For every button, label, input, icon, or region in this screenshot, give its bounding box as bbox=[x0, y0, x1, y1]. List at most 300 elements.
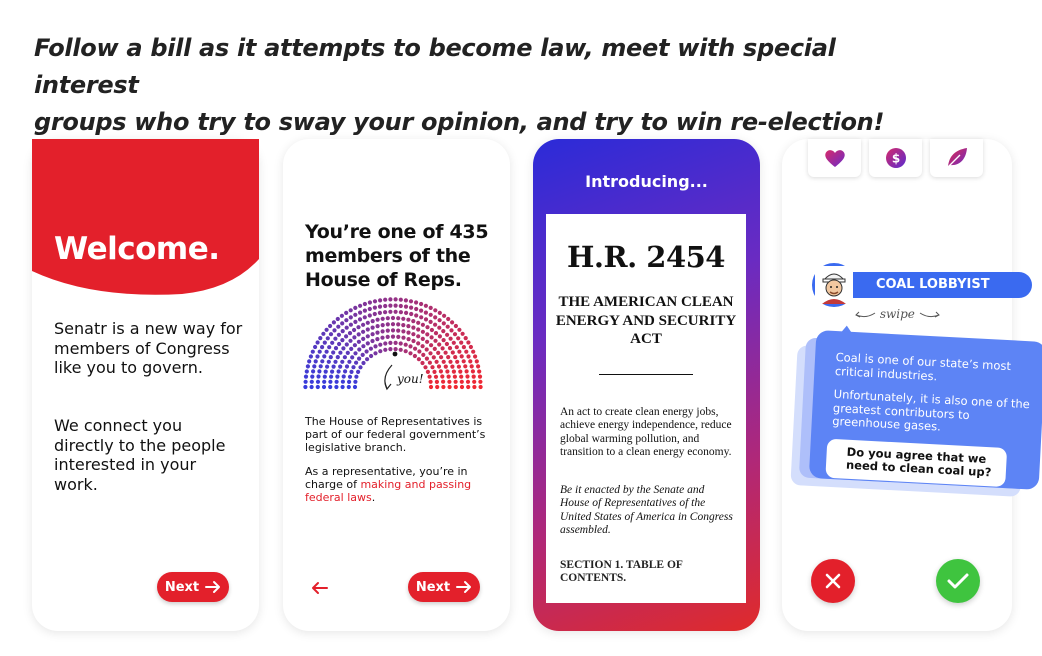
seat-dot bbox=[323, 341, 327, 345]
seat-dot bbox=[396, 329, 400, 333]
seat-dot bbox=[376, 324, 380, 328]
seat-dot bbox=[334, 346, 338, 350]
role-suffix: . bbox=[371, 490, 376, 504]
seat-dot bbox=[421, 337, 425, 341]
seat-dot bbox=[394, 347, 398, 351]
seat-dot bbox=[371, 319, 375, 323]
seat-dot bbox=[435, 360, 439, 364]
seat-dot bbox=[330, 370, 334, 374]
seat-dot bbox=[459, 375, 463, 379]
seat-dot bbox=[424, 311, 428, 315]
seat-dot bbox=[438, 334, 442, 338]
seat-dot bbox=[378, 349, 382, 353]
bill-number: H.R. 2454 bbox=[566, 240, 725, 274]
seat-dot bbox=[434, 375, 438, 379]
seat-dot bbox=[401, 336, 405, 340]
seat-dot bbox=[336, 317, 340, 321]
seat-dot bbox=[328, 324, 332, 328]
seat-dot bbox=[363, 302, 367, 306]
seat-dot bbox=[462, 359, 466, 363]
seat-dot bbox=[449, 328, 453, 332]
seat-dot bbox=[358, 365, 362, 369]
house-role bbox=[305, 466, 495, 504]
seat-dot bbox=[358, 317, 362, 321]
seat-dot bbox=[466, 340, 470, 344]
bill-summary: An act to create clean energy jobs, achieve energy independence, reduce global warming pollution, and transition to a clean energy economy. bbox=[560, 406, 732, 458]
seat-dot bbox=[465, 369, 469, 373]
seat-dot bbox=[394, 310, 398, 314]
seat-dot bbox=[312, 364, 316, 368]
seat-dot bbox=[351, 365, 355, 369]
seat-dot bbox=[350, 355, 354, 359]
seat-dot bbox=[388, 304, 392, 308]
welcome-connect: We connect you directly to the people interested in your work. bbox=[54, 416, 226, 494]
back-button[interactable] bbox=[311, 579, 329, 600]
seat-dot bbox=[356, 325, 360, 329]
seat-dot bbox=[399, 298, 403, 302]
reject-button[interactable] bbox=[811, 559, 855, 603]
seat-dot bbox=[433, 308, 437, 312]
seat-dot bbox=[344, 311, 348, 315]
seat-dot bbox=[439, 369, 443, 373]
seat-dot bbox=[337, 369, 341, 373]
seat-dot bbox=[366, 341, 370, 345]
seat-dot bbox=[320, 345, 324, 349]
seat-dot bbox=[352, 335, 356, 339]
seat-dot bbox=[472, 380, 476, 384]
money-tab[interactable] bbox=[869, 139, 922, 177]
seat-dot bbox=[479, 385, 483, 389]
seat-dot bbox=[461, 332, 465, 336]
seat-dot bbox=[396, 316, 400, 320]
seat-dot bbox=[434, 331, 438, 335]
seat-dot bbox=[327, 345, 331, 349]
seat-dot bbox=[460, 385, 464, 389]
seat-dot bbox=[354, 361, 358, 365]
swipe-hint bbox=[854, 307, 941, 321]
seat-dot bbox=[335, 375, 339, 379]
seat-dot bbox=[421, 344, 425, 348]
next-button[interactable] bbox=[157, 572, 229, 602]
seat-dot bbox=[471, 350, 475, 354]
seat-dot bbox=[438, 311, 442, 315]
dollar-icon bbox=[885, 147, 907, 169]
seat-dot bbox=[361, 353, 365, 357]
seat-dot bbox=[353, 320, 357, 324]
seat-dot bbox=[353, 343, 357, 347]
seat-dot bbox=[340, 321, 344, 325]
seat-dot bbox=[383, 348, 387, 352]
seat-dot bbox=[316, 380, 320, 384]
seat-dot bbox=[478, 375, 482, 379]
seat-dot bbox=[442, 321, 446, 325]
seat-dot bbox=[445, 333, 449, 337]
seat-dot bbox=[337, 333, 341, 337]
seat-dot bbox=[394, 341, 398, 345]
welcome-intro: Senatr is a new way for members of Congress like you to govern. bbox=[54, 319, 243, 377]
seat-dot bbox=[370, 339, 374, 343]
seat-dot bbox=[388, 341, 392, 345]
seat-dot bbox=[310, 380, 314, 384]
seat-dot bbox=[303, 385, 307, 389]
seat-dot bbox=[361, 344, 365, 348]
seat-dot bbox=[409, 299, 413, 303]
seat-dot bbox=[386, 322, 390, 326]
next-label: Next bbox=[164, 579, 200, 595]
house-seat-chart bbox=[303, 299, 493, 399]
seat-dot bbox=[449, 337, 453, 341]
seat-dot bbox=[354, 375, 358, 379]
heart-tab[interactable] bbox=[808, 139, 861, 177]
seat-dot bbox=[357, 332, 361, 336]
seat-dot bbox=[433, 323, 437, 327]
card-text-2: Unfortunately, it is also one of the greatest contributors to greenhouse gases. bbox=[831, 386, 1031, 434]
seat-dot bbox=[476, 364, 480, 368]
seat-dot bbox=[453, 375, 457, 379]
seat-dot bbox=[471, 369, 475, 373]
seat-dot bbox=[459, 341, 463, 345]
seat-dot bbox=[472, 375, 476, 379]
seat-dot bbox=[472, 385, 476, 389]
accept-button[interactable] bbox=[936, 559, 980, 603]
seat-dot bbox=[366, 321, 370, 325]
seat-dot bbox=[406, 324, 410, 328]
seat-dot bbox=[383, 341, 387, 345]
house-screen bbox=[283, 139, 510, 631]
seat-dot bbox=[328, 380, 332, 384]
seat-dot bbox=[304, 380, 308, 384]
seat-dot bbox=[444, 365, 448, 369]
seat-dot bbox=[316, 374, 320, 378]
seat-dot bbox=[445, 369, 449, 373]
svg-text:$: $ bbox=[891, 151, 900, 166]
bill-enactment: Be it enacted by the Senate and House of Representatives of the United States of America in Congress assembled. bbox=[560, 484, 733, 536]
seat-dot bbox=[451, 350, 455, 354]
seat-dot bbox=[416, 321, 420, 325]
seat-dot bbox=[430, 328, 434, 332]
seat-dot bbox=[414, 313, 418, 317]
seat-dot bbox=[349, 323, 353, 327]
seat-dot bbox=[376, 318, 380, 322]
seat-dot bbox=[348, 375, 352, 379]
seat-dot bbox=[478, 380, 482, 384]
seat-dot bbox=[386, 329, 390, 333]
seat-dot bbox=[413, 354, 417, 358]
seat-dot bbox=[318, 350, 322, 354]
seat-dot bbox=[442, 314, 446, 318]
card-content bbox=[829, 351, 1035, 488]
seat-dot bbox=[315, 354, 319, 358]
seat-dot bbox=[349, 347, 353, 351]
seat-dot bbox=[322, 354, 326, 358]
seat-dot bbox=[473, 354, 477, 358]
seat-dot bbox=[414, 307, 418, 311]
seat-dot bbox=[433, 347, 437, 351]
seat-dot bbox=[475, 359, 479, 363]
seat-dot bbox=[325, 328, 329, 332]
seat-dot bbox=[378, 311, 382, 315]
seat-dot bbox=[307, 359, 311, 363]
seat-dot bbox=[444, 351, 448, 355]
seat-dot bbox=[336, 355, 340, 359]
seat-dot bbox=[365, 349, 369, 353]
seat-dot bbox=[455, 360, 459, 364]
seat-dot bbox=[419, 302, 423, 306]
seat-dot bbox=[347, 385, 351, 389]
seat-dot bbox=[404, 349, 408, 353]
seat-dot bbox=[396, 322, 400, 326]
bill-section: SECTION 1. TABLE OF CONTENTS. bbox=[560, 559, 683, 584]
next-label: Next bbox=[415, 579, 451, 595]
next-button[interactable] bbox=[408, 572, 480, 602]
seat-dot bbox=[322, 380, 326, 384]
seat-dot bbox=[391, 316, 395, 320]
seat-dot bbox=[404, 298, 408, 302]
seat-dot bbox=[417, 349, 421, 353]
seat-dot bbox=[466, 385, 470, 389]
lobbyist-label: COAL LOBBYIST bbox=[832, 272, 1032, 298]
seat-dot bbox=[399, 310, 403, 314]
seat-dot bbox=[446, 317, 450, 321]
lobbyist-screen bbox=[782, 139, 1031, 631]
seat-dot bbox=[332, 365, 336, 369]
seat-dot bbox=[457, 350, 461, 354]
seat-dot bbox=[337, 342, 341, 346]
seat-dot bbox=[345, 326, 349, 330]
seat-dot bbox=[342, 374, 346, 378]
bill-title: THE AMERICAN CLEAN ENERGY AND SECURITY ACT bbox=[555, 294, 737, 347]
seat-dot bbox=[429, 385, 433, 389]
seat-dot bbox=[313, 345, 317, 349]
seat-dot bbox=[407, 337, 411, 341]
seat-dot bbox=[452, 370, 456, 374]
seat-dot bbox=[319, 364, 323, 368]
seat-dot bbox=[404, 343, 408, 347]
seat-dot bbox=[371, 326, 375, 330]
arrow-left-icon bbox=[311, 581, 329, 595]
bill-document[interactable] bbox=[546, 214, 746, 603]
seat-dot bbox=[429, 343, 433, 347]
seat-dot bbox=[361, 330, 365, 334]
seat-dot bbox=[430, 335, 434, 339]
seat-dot bbox=[466, 354, 470, 358]
seat-dot bbox=[417, 357, 421, 361]
seat-dot bbox=[366, 327, 370, 331]
seat-dot bbox=[311, 369, 315, 373]
seat-dot bbox=[396, 335, 400, 339]
environment-tab[interactable] bbox=[930, 139, 983, 177]
seat-dot bbox=[455, 345, 459, 349]
seat-dot bbox=[331, 350, 335, 354]
seat-dot bbox=[361, 323, 365, 327]
seat-dot bbox=[380, 336, 384, 340]
seat-dot bbox=[369, 347, 373, 351]
arrow-right-icon bbox=[205, 581, 221, 593]
seat-dot bbox=[309, 354, 313, 358]
seat-dot bbox=[409, 312, 413, 316]
seat-dot bbox=[411, 326, 415, 330]
swipe-left-arrow-icon bbox=[854, 310, 876, 320]
headline-line1: Follow a bill as it attempts to become law, meet with special interest bbox=[34, 34, 836, 99]
seat-dot bbox=[433, 339, 437, 343]
seat-dot bbox=[357, 340, 361, 344]
seat-dot bbox=[460, 354, 464, 358]
seat-dot bbox=[328, 385, 332, 389]
seat-dot bbox=[363, 309, 367, 313]
seat-dot bbox=[414, 300, 418, 304]
seat-dot bbox=[425, 332, 429, 336]
seat-dot bbox=[411, 332, 415, 336]
seat-dot bbox=[388, 310, 392, 314]
seat-dot bbox=[369, 354, 373, 358]
swipe-right-arrow-icon bbox=[919, 310, 941, 320]
seat-dot bbox=[452, 341, 456, 345]
seat-dot bbox=[333, 337, 337, 341]
arrow-right-icon bbox=[456, 581, 472, 593]
seat-dot bbox=[340, 360, 344, 364]
seat-dot bbox=[344, 318, 348, 322]
seat-dot bbox=[409, 306, 413, 310]
seat-dot bbox=[429, 306, 433, 310]
seat-dot bbox=[321, 332, 325, 336]
seat-dot bbox=[424, 317, 428, 321]
seat-dot bbox=[447, 380, 451, 384]
seat-dot bbox=[345, 364, 349, 368]
seat-dot bbox=[310, 385, 314, 389]
seat-dot bbox=[341, 380, 345, 384]
seat-dot bbox=[439, 355, 443, 359]
seat-dot bbox=[353, 385, 357, 389]
headline bbox=[34, 30, 934, 141]
house-title: You’re one of 435 members of the House of Reps. bbox=[305, 221, 489, 291]
seat-dot bbox=[388, 297, 392, 301]
seat-dot bbox=[356, 370, 360, 374]
seat-dot bbox=[381, 329, 385, 333]
seat-dot bbox=[454, 385, 458, 389]
seat-dot bbox=[404, 311, 408, 315]
you-label: you! bbox=[397, 372, 424, 386]
seat-dot bbox=[453, 355, 457, 359]
seat-dot bbox=[454, 324, 458, 328]
seat-dot bbox=[416, 327, 420, 331]
seat-dot bbox=[463, 364, 467, 368]
seat-dot bbox=[338, 365, 342, 369]
seat-dot bbox=[437, 342, 441, 346]
seat-dot bbox=[318, 336, 322, 340]
seat-dot bbox=[450, 320, 454, 324]
seat-dot bbox=[457, 328, 461, 332]
seat-dot bbox=[329, 332, 333, 336]
seat-dot bbox=[326, 336, 330, 340]
seat-dot bbox=[349, 370, 353, 374]
seat-dot bbox=[425, 340, 429, 344]
seat-dot bbox=[436, 351, 440, 355]
seat-dot bbox=[330, 341, 334, 345]
seat-dot bbox=[401, 329, 405, 333]
seat-dot bbox=[341, 329, 345, 333]
seat-dot bbox=[399, 348, 403, 352]
seat-dot bbox=[425, 325, 429, 329]
seat-dot bbox=[349, 308, 353, 312]
seat-dot bbox=[386, 335, 390, 339]
seat-dot bbox=[399, 341, 403, 345]
seat-dot bbox=[343, 355, 347, 359]
card-question: Do you agree that we need to clean coal up? bbox=[825, 438, 1007, 486]
seat-dot bbox=[441, 385, 445, 389]
seat-dot bbox=[306, 364, 310, 368]
seat-dot bbox=[368, 307, 372, 311]
seat-dot bbox=[470, 364, 474, 368]
seat-dot bbox=[332, 320, 336, 324]
seat-dot bbox=[332, 328, 336, 332]
close-icon bbox=[825, 573, 841, 589]
welcome-screen bbox=[32, 139, 259, 631]
seat-dot bbox=[419, 309, 423, 313]
seat-dot bbox=[316, 340, 320, 344]
seat-dot bbox=[357, 347, 361, 351]
seat-dot bbox=[348, 331, 352, 335]
seat-dot bbox=[446, 325, 450, 329]
role-highlight: making and passing federal laws bbox=[305, 477, 472, 504]
seat-dot bbox=[408, 351, 412, 355]
seat-dot bbox=[325, 365, 329, 369]
seat-dot bbox=[411, 319, 415, 323]
seat-dot bbox=[325, 350, 329, 354]
seat-dot bbox=[441, 380, 445, 384]
seat-dot bbox=[353, 380, 357, 384]
seat-dot bbox=[320, 359, 324, 363]
seat-dot bbox=[401, 317, 405, 321]
seat-dot bbox=[447, 375, 451, 379]
seat-dot bbox=[361, 361, 365, 365]
seat-dot bbox=[368, 300, 372, 304]
seat-dot bbox=[373, 299, 377, 303]
seat-dot bbox=[428, 351, 432, 355]
seat-dot bbox=[341, 346, 345, 350]
lobbyist-badge bbox=[812, 263, 1042, 305]
checkmark-icon bbox=[947, 572, 969, 590]
avatar bbox=[812, 263, 856, 307]
seat-dot bbox=[375, 331, 379, 335]
seat-dot bbox=[317, 369, 321, 373]
seat-dot bbox=[381, 317, 385, 321]
seat-dot bbox=[425, 347, 429, 351]
seat-dot bbox=[445, 342, 449, 346]
seat-dot bbox=[383, 298, 387, 302]
seat-dot bbox=[311, 350, 315, 354]
seat-dot bbox=[464, 350, 468, 354]
seat-dot bbox=[347, 380, 351, 384]
seat-dot bbox=[383, 304, 387, 308]
seat-dot bbox=[322, 385, 326, 389]
seat-dot bbox=[428, 361, 432, 365]
seat-dot bbox=[437, 364, 441, 368]
divider bbox=[599, 374, 693, 375]
seat-dot bbox=[458, 370, 462, 374]
seat-dot bbox=[406, 331, 410, 335]
seat-dot bbox=[373, 306, 377, 310]
seat-dot bbox=[340, 338, 344, 342]
seat-dot bbox=[441, 329, 445, 333]
seat-dot bbox=[340, 314, 344, 318]
swipe-label: swipe bbox=[879, 307, 915, 321]
seat-dot bbox=[468, 359, 472, 363]
seat-dot bbox=[421, 323, 425, 327]
seat-dot bbox=[316, 385, 320, 389]
seat-dot bbox=[327, 360, 331, 364]
seat-dot bbox=[375, 337, 379, 341]
seat-dot bbox=[423, 365, 427, 369]
